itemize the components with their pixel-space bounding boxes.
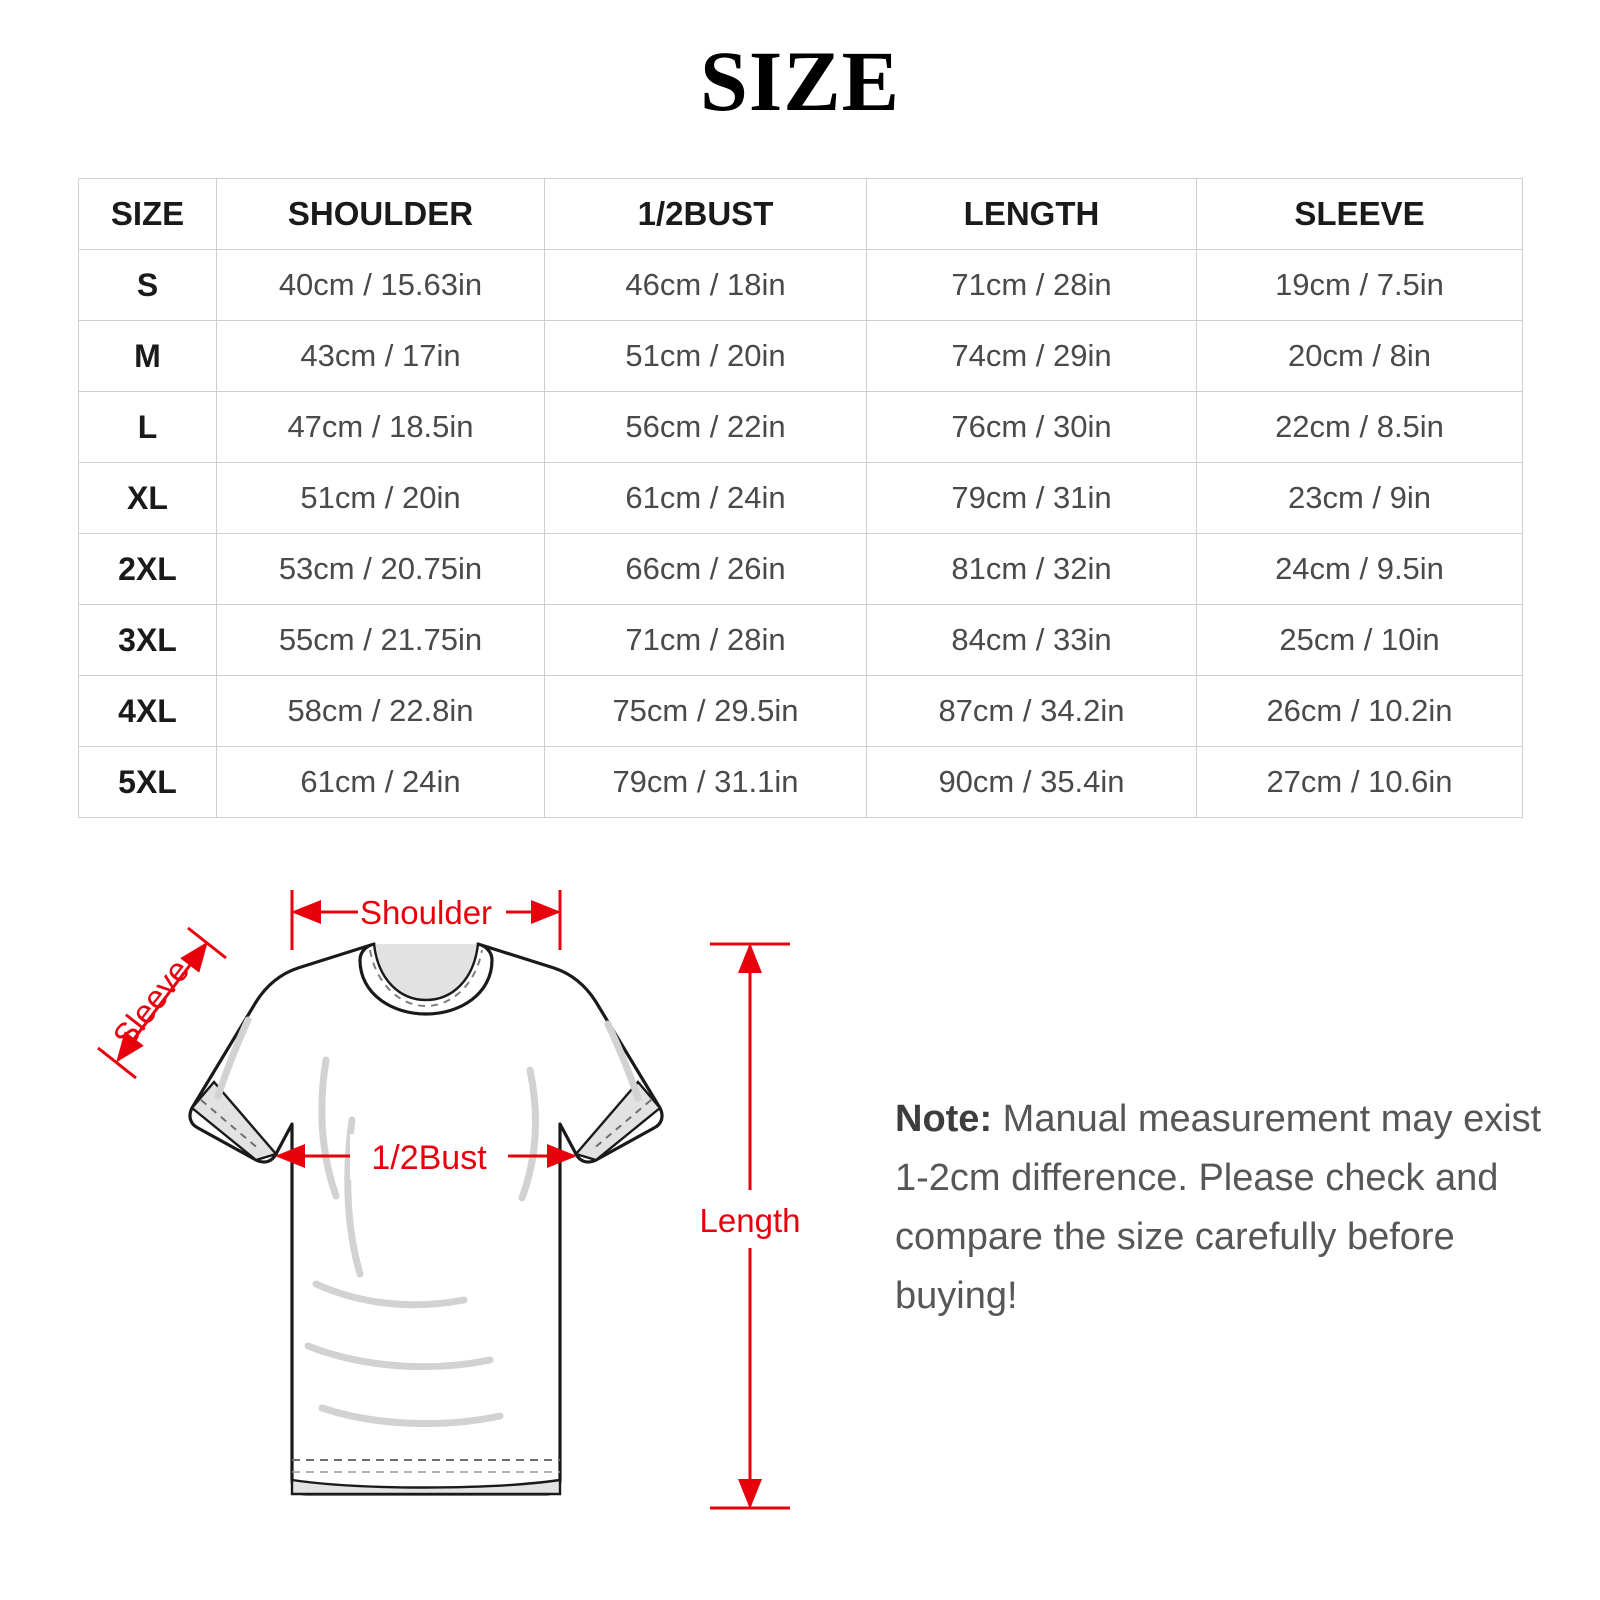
note-text: Manual measurement may exist 1-2cm difference. Please check and compare the size carefully before buying! (895, 1098, 1542, 1317)
table-row (79, 250, 1523, 321)
cell-size: 5XL (79, 747, 217, 818)
cell-sleeve: 22cm / 8.5in (1197, 392, 1523, 463)
cell-bust: 66cm / 26in (545, 534, 867, 605)
note-prefix: Note: (895, 1098, 993, 1140)
garment-measurement-diagram (60, 860, 860, 1560)
cell-sleeve: 24cm / 9.5in (1197, 534, 1523, 605)
size-chart-table (78, 178, 1523, 818)
cell-bust: 61cm / 24in (545, 463, 867, 534)
cell-shoulder: 43cm / 17in (217, 321, 545, 392)
length-label: Length (699, 1202, 801, 1239)
cell-shoulder: 53cm / 20.75in (217, 534, 545, 605)
cell-bust: 71cm / 28in (545, 605, 867, 676)
cell-length: 74cm / 29in (867, 321, 1197, 392)
measurement-note (895, 1090, 1555, 1326)
table-row (79, 534, 1523, 605)
cell-shoulder: 55cm / 21.75in (217, 605, 545, 676)
cell-size: 4XL (79, 676, 217, 747)
cell-length: 76cm / 30in (867, 392, 1197, 463)
cell-length: 90cm / 35.4in (867, 747, 1197, 818)
cell-length: 81cm / 32in (867, 534, 1197, 605)
cell-size: M (79, 321, 217, 392)
shoulder-label: Shoulder (359, 894, 493, 931)
cell-bust: 46cm / 18in (545, 250, 867, 321)
table-header-row (79, 179, 1523, 250)
cell-sleeve: 19cm / 7.5in (1197, 250, 1523, 321)
cell-shoulder: 40cm / 15.63in (217, 250, 545, 321)
cell-bust: 51cm / 20in (545, 321, 867, 392)
cell-shoulder: 58cm / 22.8in (217, 676, 545, 747)
cell-sleeve: 23cm / 9in (1197, 463, 1523, 534)
page-title: SIZE (699, 33, 901, 129)
tshirt-illustration (190, 944, 662, 1494)
bust-label: 1/2Bust (371, 1139, 487, 1177)
table-row (79, 747, 1523, 818)
cell-sleeve: 25cm / 10in (1197, 605, 1523, 676)
column-header-shoulder: SHOULDER (217, 179, 545, 250)
cell-sleeve: 26cm / 10.2in (1197, 676, 1523, 747)
sleeve-measure-annotation (98, 928, 226, 1078)
cell-size: L (79, 392, 217, 463)
column-header-sleeve: SLEEVE (1197, 179, 1523, 250)
cell-length: 87cm / 34.2in (867, 676, 1197, 747)
cell-sleeve: 27cm / 10.6in (1197, 747, 1523, 818)
cell-size: 3XL (79, 605, 217, 676)
column-header-length: LENGTH (867, 179, 1197, 250)
sleeve-label: Sleeve (105, 951, 197, 1055)
size-chart-table-container (78, 178, 1522, 818)
cell-size: 2XL (79, 534, 217, 605)
table-row (79, 321, 1523, 392)
cell-size: S (79, 250, 217, 321)
cell-length: 71cm / 28in (867, 250, 1197, 321)
cell-shoulder: 61cm / 24in (217, 747, 545, 818)
cell-bust: 75cm / 29.5in (545, 676, 867, 747)
column-header-size: SIZE (79, 179, 217, 250)
table-row (79, 676, 1523, 747)
column-header-bust: 1/2BUST (545, 179, 867, 250)
cell-shoulder: 51cm / 20in (217, 463, 545, 534)
shoulder-measure-annotation (292, 890, 560, 950)
length-measure-annotation (700, 944, 801, 1508)
cell-shoulder: 47cm / 18.5in (217, 392, 545, 463)
table-row (79, 463, 1523, 534)
cell-bust: 79cm / 31.1in (545, 747, 867, 818)
table-row (79, 605, 1523, 676)
cell-bust: 56cm / 22in (545, 392, 867, 463)
cell-length: 79cm / 31in (867, 463, 1197, 534)
cell-length: 84cm / 33in (867, 605, 1197, 676)
cell-sleeve: 20cm / 8in (1197, 321, 1523, 392)
cell-size: XL (79, 463, 217, 534)
table-row (79, 392, 1523, 463)
